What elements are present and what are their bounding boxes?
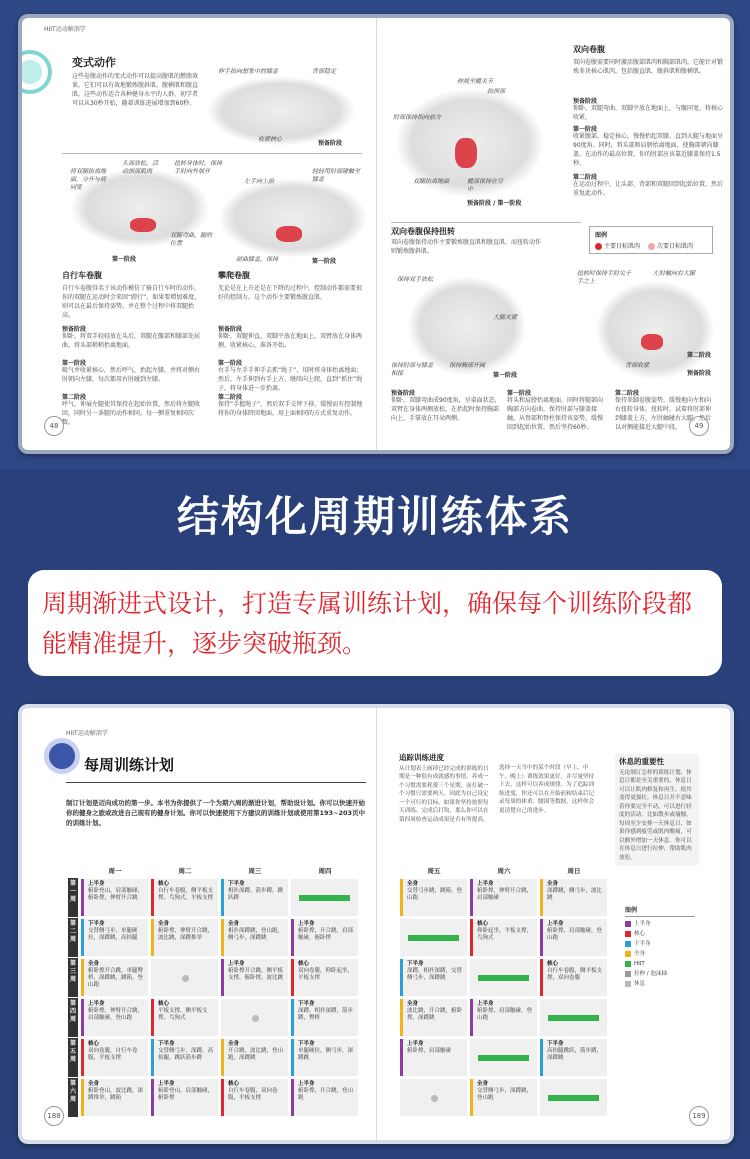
figure-twist-hold [407,276,527,376]
schedule-cell [469,958,538,997]
legend-swatch [625,951,631,957]
cell-exercises: 双向卷腹，自行车卷腹，平板支撑 [88,1048,138,1061]
legend-label: 休息 [634,981,646,987]
label-core-tight: 收紧核心 [258,136,283,143]
schedule-cell [220,1078,289,1117]
schedule-cell [399,998,468,1037]
schedule-cell [220,1038,289,1077]
label-thighs-tight: 大腿夹紧 [493,314,518,321]
cell-exercises: 自行车卷腹，侧平板支撑，鸟狗式，平板支撑 [158,888,214,901]
category-bar [81,1079,84,1116]
intro-text: 制订计划是迈向成功的第一步。本书为你提供了一个为期六周的渐进计划，帮助设计划。你可以快速开始你的健身之旅或改进自己现有的健身计划。你可以快速使用下方建议的训练计划或使用第193~203页中的训练计划。 [66,799,366,827]
label-reach-knees: 伸手抬向想象中的膝盖 [218,68,279,75]
page-189 [376,708,730,1140]
cell-exercises: 俯卧撑，肩部触碰，登山跑 [477,1008,533,1021]
category-bar [81,1039,84,1076]
twist-prep-heading: 预备阶段 [391,390,416,397]
category-bar [540,1039,543,1076]
legend-item [625,979,695,989]
category-bar [470,919,473,956]
label-chest-open: 保持胸部开阔 [449,362,486,369]
cell-exercises: 交替侧弓步，深蹲，高抬腿，跳跃箭步蹲 [158,1048,214,1061]
section-text-climb: 无论是在上升还是在下降的过程中，控制动作都需要很好的控制力。这个动作主要锻炼腹直肌。 [218,285,363,301]
section-title-double: 双向卷腹 [573,45,605,54]
week-tab: 第一周 [68,878,78,917]
category-bar [291,1079,294,1116]
schedule-cell [539,1038,608,1077]
category-bar [470,999,473,1036]
figure-climbing-crunch [218,178,368,258]
rest-importance-box [615,754,699,866]
category-bar [221,879,224,916]
label-extend-hip: 伸展至髋关节 [457,78,494,85]
section-text-bicycle: 自行车卷腹得名于该动作模仿了骑自行车时的动作，你的双腿在运动时会来回“蹬行”。如果要增加难度，则可以在最后保持姿势，并在整个过程中将双腿抬高。 [62,285,201,319]
cell-exercises: 俯卧撑，伸臂开合跳，肩部触碰 [477,888,533,901]
category-bar [221,1039,224,1076]
cell-exercises: 双向卷腹，仰卧起坐，平板支撑 [298,968,354,981]
legend-swatch [625,971,631,977]
track-progress-box-2 [499,764,595,815]
cell-category: 上半身 [88,881,105,887]
category-bar [221,1079,224,1116]
legend-swatch [625,941,631,947]
twist-s1-heading: 第一阶段 [507,390,532,397]
category-bar [400,999,403,1036]
category-bar [291,919,294,956]
cell-category: 下半身 [407,961,424,967]
legend-label: 全身 [634,951,646,957]
schedule-cell [80,958,149,997]
cell-exercises: 俯卧撑，开合跳，登山跑 [298,1088,354,1101]
category-bar [81,959,84,996]
cell-category: 下半身 [158,1041,175,1047]
week-tab: 第二周 [68,918,78,957]
bicycle-s2-text: 呼气，伸展左腿使其保持在起始位置，然后将左腿收回，同时另一条腿的动作相同。每一侧重复相同次数。 [62,401,201,426]
book-spread-abs [18,14,734,454]
decor-circle-blue [44,738,80,774]
climb-s1-heading: 第一阶段 [218,360,243,367]
cell-exercises: 俯卧登山，肩部触碰，俯卧撑，伸臂开合跳 [88,888,144,901]
rest-importance-text: 无论制订怎样的训练计划，休息日都是至关重要的。休息日可以让肌肉修复和再生，使其变得更强壮。休息日并不意味着你要完全不动，可以进行轻度的活动，比如散步或瑜伽。每周至少安排一天休息日，如果你感到疲劳或肌肉酸痛，可以额外增加一天休息。你可以在休息日进行拉伸，帮助肌肉放松。 [619,769,692,861]
double-s2-text: 在运动过程中，让头部、背部和双腿回到起始位置，然后重复此动作。 [573,181,724,197]
divider-right [391,222,581,223]
category-bar [540,879,543,916]
legend-primary: 主要目标肌肉 [604,243,641,250]
cell-exercises: 交替侧弓步，深蹲跳，登山跑 [477,1088,533,1101]
schedule-cell [399,1038,468,1077]
primary-muscle-swatch [595,243,602,250]
category-bar [470,879,473,916]
schedule-cell [150,878,219,917]
page-188 [22,708,376,1140]
cell-category: 核心 [298,961,310,967]
legend-label: HIIT [634,961,645,967]
schedule-cell [469,918,538,957]
double-prep-text: 仰卧，双腿弯曲，双脚平放在地面上，与髋同宽，将核心收紧。 [573,105,724,121]
schedule-cell [290,998,359,1037]
label-legs-bent: 双腿弯曲，腿的位置 [170,232,213,247]
double-s2-heading: 第二阶段 [573,174,598,181]
day-header: 周五 [427,867,441,875]
twist-prep-text: 仰卧，双膝弯曲成90度角，呈桌面状态，双臂在身体两侧放松，在抬起时保持胸部向上，手掌放在耳朵两侧。 [391,397,501,422]
label-left-elbow-thigh: 左肘触向右大腿 [653,270,696,277]
category-bar [81,999,84,1036]
legend-item [625,959,695,969]
climb-prep-heading: 预备阶段 [218,326,243,333]
schedule-cell [539,878,608,917]
category-bar [81,919,84,956]
schedule-cell [220,918,289,957]
headline: 结构化周期训练体系 [176,492,573,541]
cell-category: 全身 [228,1041,240,1047]
cell-exercises: 交替弓步跳，跳箱，登山跑 [407,888,463,901]
schedule-cell [80,1038,149,1077]
cell-exercises: 开合跳，波比跳，登山跑，深蹲跳 [228,1048,284,1061]
stage-double-crunch: 预备阶段 / 第一阶段 [467,200,522,207]
legend-item [625,929,695,939]
legend-item [625,919,695,929]
schedule-cell [150,1038,219,1077]
legend-label: 拉伸 / 泡沫轴 [634,971,667,977]
schedule-cell [80,878,149,917]
category-bar [151,919,154,956]
category-bar [221,959,224,996]
climb-s1-text: 右手与左手手伸手去抓“绳子”，用时将身体抬离地面；然后，左手伸到右手上方，继续向上爬，直到“抓住”绳子，将身体进一步抬离。 [218,367,363,392]
divider [62,153,362,154]
cell-exercises: 相扑深蹲，箭步蹲，跳跃蹲 [228,888,284,901]
label-elbow-to-knee: 轻轻用肘部碰触至膝盖 [312,168,361,183]
category-bar [470,1079,473,1116]
page-49 [376,18,730,450]
label-legs-raised: 将双腿抬离地面，分开与肩同宽 [70,168,107,191]
schedule-cell [80,918,149,957]
stage-twist-prep: 预备阶段 [687,370,712,377]
category-bar [291,999,294,1036]
label-hips-air: 髋部保持在空中 [467,178,504,193]
schedule-cell [469,878,538,917]
cell-category: 上半身 [228,961,245,967]
label-legs-off-floor: 双腿抬离地面 [413,178,450,185]
legend-secondary: 次要目标肌肉 [656,243,693,250]
schedule-cell [399,1078,468,1117]
cell-category: 核心 [158,1001,170,1007]
double-s1-text: 收紧腹部，稳定核心，慢慢抬起双膝，直到大腿与地面呈90度角。同时，将头部和肩膀抬离地面，使胸部朝向膝盖，在动作的最高位置，你的肘部应该靠近膝盖保持1.5秒。 [573,133,724,167]
cell-exercises: 俯卧登山，肩部触碰，俯卧撑 [158,1088,214,1101]
cell-exercises: 波比跳，开合跳，俯卧撑，深蹲跳 [407,1008,463,1021]
rest-importance-title: 休息的重要性 [619,757,664,766]
page-number-49: 49 [689,416,709,436]
category-bar [540,919,543,956]
stage-1-bicycle: 第一阶段 [112,256,137,263]
bicycle-s1-heading: 第一阶段 [62,360,87,367]
cell-category: 上半身 [298,1081,315,1087]
cell-category: 上半身 [158,1081,175,1087]
cell-category: 上半身 [547,921,564,927]
page-title-weekly: 每周训练计划 [84,756,175,774]
cell-exercises: 相扑深蹲跳，登山跑，侧弓步，深蹲跳 [228,928,284,941]
twist-s2-text: 保持来脚卷腹姿势，缓慢地向左和向右扭转身体，扭转时，试着将肘部伸到膝盖上方，左肘触碰右大腿，然后以对侧能接近大腿中段。 [615,397,712,431]
label-flex-knees: 屈曲膝盖，保持 [236,256,279,263]
category-bar [400,879,403,916]
cell-category: 核心 [477,921,489,927]
cell-exercises: 俯卧撑，伸臂开合跳，波比跳，深蹲推举 [158,928,214,941]
cell-category: 核心 [158,881,170,887]
track-progress-title: 追踪训练进度 [399,753,444,762]
schedule-cell [150,998,219,1037]
bicycle-prep-text: 仰卧，将双手轻轻放在头后，双腿在髋部和膝部处屈曲，将头部稍稍抬离地面。 [62,333,201,349]
cell-category: 核心 [88,1041,100,1047]
schedule-legend [625,906,695,989]
callout-box: 周期渐进式设计，打造专属训练计划，确保每个训练阶段都能精准提升，逐步突破瓶颈。 [28,570,722,676]
bicycle-s1-text: 吸气并收紧核心，然后呼气，抬起左膝，并将对侧右肘朝向左膝，每次都用右肘碰到左膝。 [62,367,201,383]
double-prep-heading: 预备阶段 [573,98,598,105]
section-title-variations: 变式动作 [72,56,116,69]
stage-1-climb: 第一阶段 [312,258,337,265]
legend-item [625,939,695,949]
cell-category: 下半身 [298,1041,315,1047]
schedule-cell [220,958,289,997]
section-title-climb: 攀爬卷腹 [218,271,250,280]
schedule-cell [150,958,219,997]
climb-prep-text: 仰卧，双腿伸直，双脚平放在地面上，双臂放在身体两侧，收紧核心，准备开始。 [218,333,363,349]
climb-s2-text: 保持“手握绳子”，然后双手交替下移，缓慢而有控制地将你的身体降回地面，用上面相同的方式重复动作。 [218,401,363,417]
stage-twist-2: 第二阶段 [687,352,712,359]
section-title-bicycle: 自行车卷腹 [62,271,102,280]
cell-category: 全身 [228,921,240,927]
category-bar [81,879,84,916]
label-back-stable: 背部稳定 [312,68,337,75]
cell-exercises: 自行车卷腹，双向卷腹，平板支撑 [228,1088,278,1101]
section-text-double: 双向卷腹需要同时激活腹部肌肉和胸部肌肉，它能针对锻炼多块核心肌肉，包括腹直肌、腹斜肌和腹横肌。 [573,59,724,75]
schedule-cell [290,1038,359,1077]
twist-s1-text: 将头和肩膀抬离地面，同时将腿部向胸部方向卷曲，保持肘部与膝盖接触，从脊部和脊柱保持该姿势，缓慢回到起始位置，然后坚持60秒。 [507,397,604,431]
schedule-cell [539,1078,608,1117]
schedule-cell [469,1078,538,1117]
legend-label: 下半身 [634,941,651,947]
day-header: 周六 [497,867,511,875]
legend-swatch [625,931,631,937]
cell-category: 全身 [88,961,100,967]
legend-label: 核心 [634,931,646,937]
cell-category: 核心 [228,1081,240,1087]
schedule-cell [220,878,289,917]
cell-exercises: 俯卧撑开合跳，单腿臀桥，深蹲跳，跳箱，登山跑 [88,968,144,988]
bicycle-s2-heading: 第二阶段 [62,394,87,401]
stage-twist-1: 第一阶段 [493,372,518,379]
schedule-cell [539,918,608,957]
cell-exercises: 俯卧登山，波比跳，深蹲推举，跳箱 [88,1088,144,1101]
cell-exercises: 交替侧弓步，单腿硬拉，深蹲跳，高抬腿 [88,928,138,941]
cell-exercises: 俯卧撑，肩部触碰 [407,1048,452,1054]
cell-exercises: 平板支撑，侧平板支撑，鸟狗式 [158,1008,208,1021]
page-number-189: 189 [689,1106,709,1126]
legend-title: 图例 [595,232,608,239]
schedule-cell [220,998,289,1037]
schedule-cell [399,918,468,957]
category-bar [221,919,224,956]
page-48 [22,18,376,450]
day-header: 周四 [318,867,332,875]
label-left-hand-up: 左手向上抬 [244,178,275,185]
cell-category: 全身 [158,921,170,927]
day-header: 周三 [248,867,262,875]
cell-category: 核心 [547,961,559,967]
stage-prep-1: 预备阶段 [318,140,343,147]
section-text-twist: 双向卷腹保持动作主要锻炼腹直肌和腹直肌，而扭转动作则锻炼腹斜肌。 [391,239,542,255]
cell-category: 上半身 [298,921,315,927]
schedule-cell [399,958,468,997]
label-elbows-knees: 保持肘部与膝盖相接 [391,362,434,377]
label-head-relaxed: 头部放松，活动颈部肌肉 [122,160,159,175]
category-bar [291,959,294,996]
page-number-188: 188 [44,1106,64,1126]
week-tab: 第五周 [68,1038,78,1077]
schedule-cell [80,1078,149,1117]
label-elbows-out: 扭转身体时，保持手肘向外展开 [174,160,223,175]
cell-category: 全身 [547,881,559,887]
cell-exercises: 深蹲，相扑深蹲，箭步蹲，臀桥 [298,1008,354,1021]
cell-category: 上半身 [477,881,494,887]
bicycle-prep-heading: 预备阶段 [62,326,87,333]
cell-exercises: 仰卧起坐，平板支撑，鸟狗式 [477,928,533,941]
schedule-cell [150,1078,219,1117]
title-rule [66,782,366,783]
cell-exercises: 俯卧撑开合跳，侧平板支撑，俯卧撑，波比跳 [228,968,284,981]
schedule-cell [290,878,359,917]
climb-s2-heading: 第二阶段 [218,394,243,401]
schedule-cell [80,998,149,1037]
category-bar [151,1039,154,1076]
day-header: 周二 [178,867,192,875]
legend-swatch [625,981,631,987]
legend-label: 上半身 [634,921,651,927]
day-header: 周日 [567,867,581,875]
cell-category: 上半身 [88,1001,105,1007]
week-tab: 第三周 [68,958,78,997]
week-tab: 第六周 [68,1078,78,1117]
category-bar [400,959,403,996]
track-progress-text-2: 选择一天当中的某个时段（早上、中午、晚上）训练效果更好，并尽量坚持下去，这样可以养成规律。为了追踪训练进度，你还可以在开始前和结束后记录每周的体重、腰围等数据，这样你会更清楚自己的进步。 [499,765,595,814]
cell-category: 上半身 [407,1041,424,1047]
cell-exercises: 俯卧撑，开合跳，肩部触碰，俯卧撑 [298,928,354,941]
secondary-muscle-swatch [648,243,655,250]
cell-exercises: 高抬腿跳跃，箭步蹲，深蹲跳 [547,1048,603,1061]
cell-exercises: 俯卧撑，肩部触碰，登山跑 [547,928,603,941]
track-progress-box [399,754,493,824]
label-elbow-above: 扭转时保持手肘尖于手之上 [577,270,632,285]
page-number-48: 48 [44,416,64,436]
schedule-cell [290,958,359,997]
twist-s2-heading: 第二阶段 [615,390,640,397]
cell-exercises: 自行车卷腹，侧平板支撑，双向卷腹 [547,968,603,981]
category-bar [400,1039,403,1076]
cell-category: 下半身 [228,881,245,887]
legend-item [625,949,695,959]
cell-category: 全身 [407,881,419,887]
category-bar [540,959,543,996]
running-head: HIIT运动解剖学 [44,26,86,33]
cell-exercises: 深蹲，相扑深蹲，交替侧弓步，深蹲跳 [407,968,463,981]
label-lift-neck: 抬颈部 [487,88,506,95]
cell-category: 全身 [88,1081,100,1087]
schedule-cell [469,998,538,1037]
category-bar [291,1039,294,1076]
cell-category: 下半身 [298,1001,315,1007]
track-progress-text: 从计划表上画掉已经完成的训练的日期是一种很有成就感的事情。养成一个习惯需要耗费三个星期，而打破一个习惯只需要两天。因此为自己设定一个可行的目标，如果你坚持按照每天训练、完成后打钩，那么你可以在第四周检查运动成果是否有所提高。 [399,765,489,823]
label-elbows-forward: 肘部保持指向前方 [393,114,442,121]
schedule-cell [150,918,219,957]
schedule-legend-title: 图例 [625,906,695,917]
cell-category: 全身 [407,1001,419,1007]
cell-category: 上半身 [477,1001,494,1007]
cell-category: 下半身 [547,1041,564,1047]
cell-category: 下半身 [88,921,105,927]
category-bar [151,1079,154,1116]
legend-swatch [625,921,631,927]
book-spread-weekly-plan [18,704,734,1144]
schedule-cell [290,1078,359,1117]
legend-item [625,969,695,979]
day-header: 周一 [108,867,122,875]
label-hands-relaxed: 保持双手放松 [397,276,434,283]
legend-swatch [625,961,631,967]
cell-exercises: 单腿硬拉，侧弓步，深蹲跳 [298,1048,354,1061]
schedule-cell [399,878,468,917]
category-bar [151,999,154,1036]
section-title-twist: 双向卷腹保持扭转 [391,227,455,236]
label-back-tight: 背部收紧 [625,362,650,369]
double-s1-heading: 第一阶段 [573,126,598,133]
schedule-cell [539,998,608,1037]
schedule-cell [539,958,608,997]
running-head-2: HIIT运动解剖学 [66,730,108,737]
section-text-variations: 这些卷腹动作的变式动作可以提高腹肌的燃脂效果，它们可以有效地锻炼腹斜肌、腹横肌和腹直肌。这些动作适合各种健身水平的人群，初学者可以从30秒开始，随着训练进展增加到60秒。 [72,73,199,107]
schedule-cell [290,918,359,957]
schedule-cell [469,1038,538,1077]
week-tab: 第四周 [68,998,78,1037]
cell-category: 全身 [477,1081,489,1087]
muscle-legend [589,226,713,254]
category-bar [151,879,154,916]
cell-exercises: 深蹲跳，侧弓步，波比跳 [547,888,603,901]
cell-exercises: 俯卧撑，伸臂开合跳，肩部触碰，登山跑 [88,1008,144,1021]
